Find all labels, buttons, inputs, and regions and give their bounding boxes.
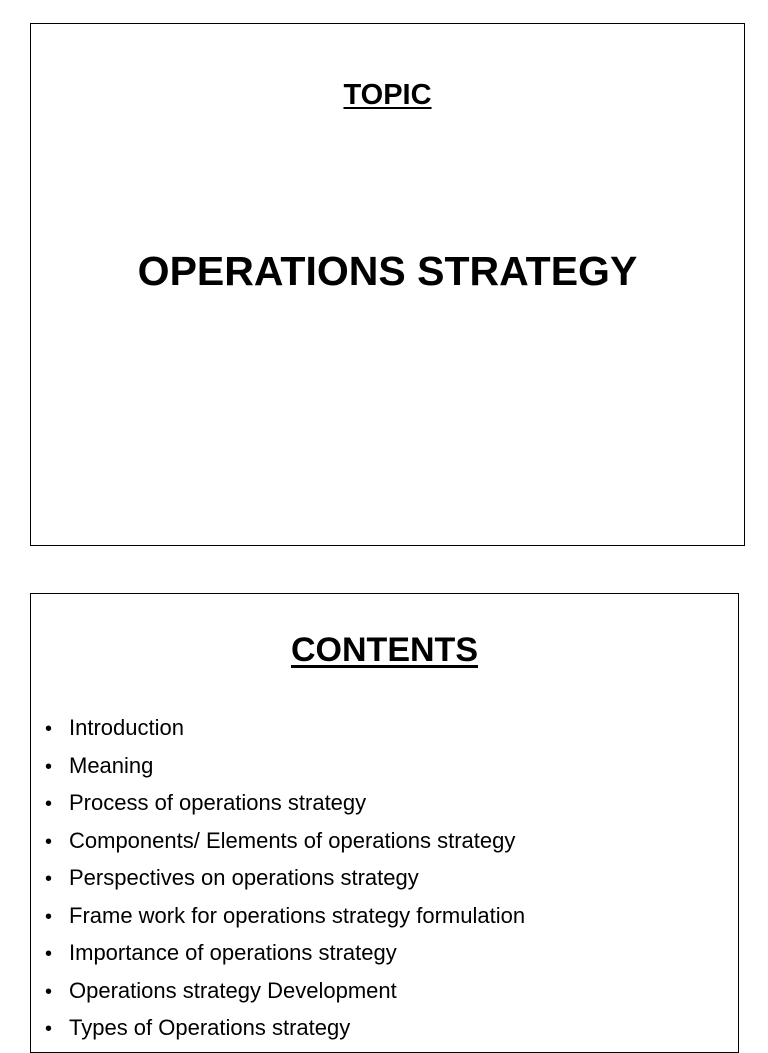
list-item-label: Operations strategy Development [69, 977, 397, 1003]
list-item [45, 865, 525, 903]
list-item-label: Introduction [69, 715, 184, 740]
bullet-icon: • [45, 868, 53, 890]
list-item-label: Frame work for operations strategy formulation [69, 902, 526, 928]
list-item-label: Meaning [69, 752, 154, 778]
list-item [45, 903, 525, 941]
list-item-label: Process of operations strategy [69, 790, 367, 815]
list-item [45, 753, 525, 791]
main-title: OPERATIONS STRATEGY [137, 248, 638, 294]
bullet-icon: • [45, 943, 53, 965]
list-item-label: Components/ Elements of operations strategy [69, 827, 516, 853]
list-item [45, 1015, 525, 1053]
bullet-icon: • [45, 980, 53, 1003]
bullet-icon: • [45, 718, 53, 740]
list-item [45, 715, 525, 753]
contents-slide [30, 593, 739, 1053]
bullet-icon: • [45, 830, 53, 853]
list-item-label: Importance of operations strategy [69, 940, 397, 965]
title-slide [30, 23, 745, 546]
bullet-icon: • [45, 793, 53, 815]
contents-list [45, 715, 525, 1053]
topic-label: TOPIC [343, 79, 432, 111]
list-item [45, 978, 525, 1016]
bullet-icon: • [45, 905, 53, 928]
list-item [45, 940, 525, 978]
list-item-label: Perspectives on operations strategy [69, 865, 419, 890]
bullet-icon: • [45, 1018, 53, 1040]
list-item [45, 790, 525, 828]
contents-heading: CONTENTS [291, 631, 478, 669]
list-item-label: Types of Operations strategy [69, 1015, 351, 1040]
list-item [45, 828, 525, 866]
bullet-icon: • [45, 755, 53, 778]
